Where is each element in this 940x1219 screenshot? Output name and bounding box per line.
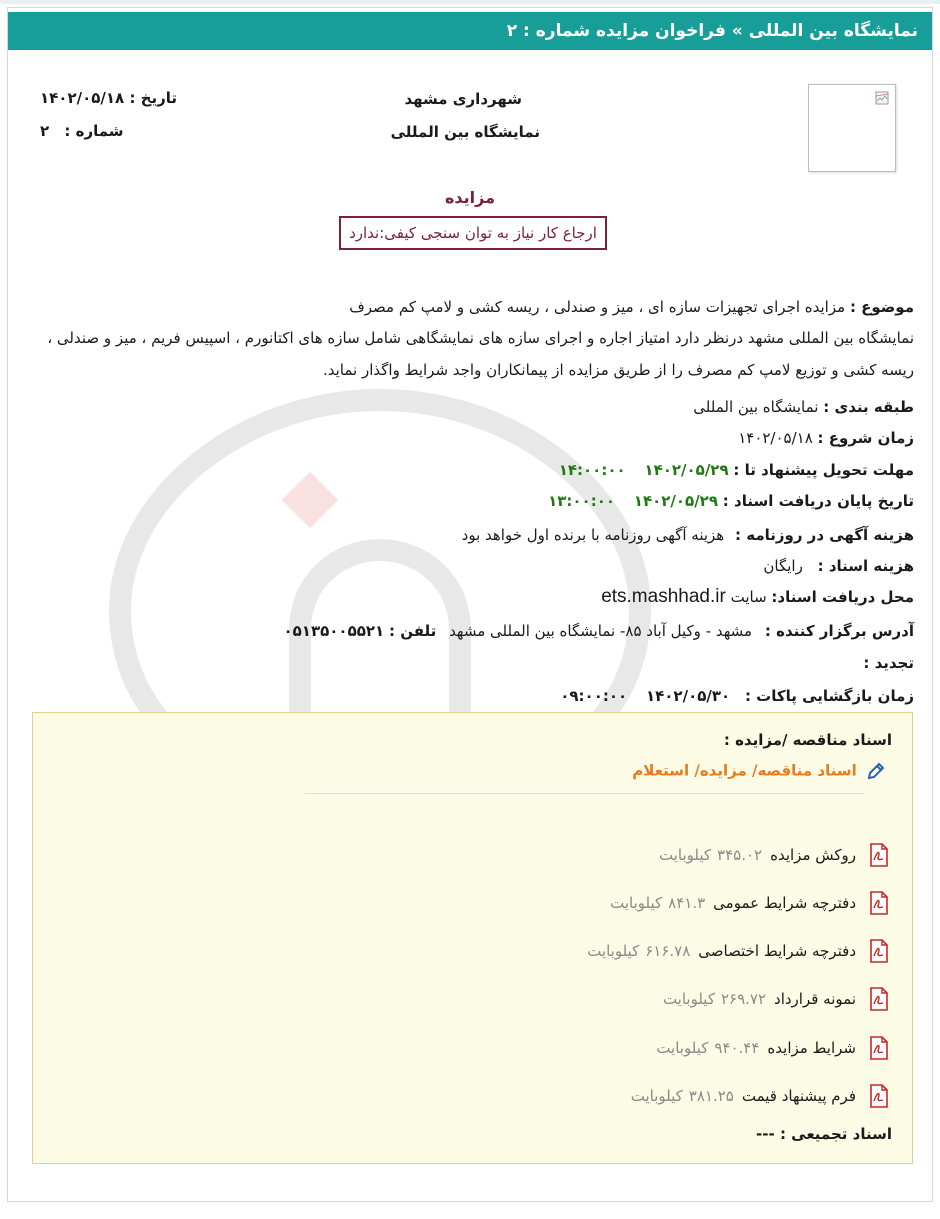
start-label: زمان شروع : — [817, 429, 914, 447]
document-file-unit: کیلوبایت — [610, 894, 663, 912]
department-name: نمایشگاه بین المللی — [390, 123, 540, 141]
document-file-unit: کیلوبایت — [659, 846, 712, 864]
opening-line — [560, 685, 914, 707]
page-title-bar — [8, 12, 932, 50]
deadline-date: ۱۴۰۲/۰۵/۲۹ — [644, 461, 729, 479]
doc-end-date: ۱۴۰۲/۰۵/۲۹ — [633, 492, 718, 510]
subject-value: مزایده اجرای تجهیزات سازه ای ، میز و صندلی ، ریسه کشی و لامپ کم مصرف — [349, 298, 846, 316]
pencil-icon — [866, 761, 886, 781]
classification-line — [693, 396, 914, 418]
description-paragraph: نمایشگاه بین المللی مشهد درنظر دارد امتیاز اجاره و اجرای سازه های نمایشگاهی شامل سازه های اکتانورم ، اسپیس فریم ، میز و صندلی ، ریسه کشی و توزیع لامپ کم مصرف را از طریق مزایده از پیمانکاران واجد شرایط واگذار نماید. — [47, 329, 914, 379]
date-label: تاریخ : — [129, 89, 178, 107]
doc-place-site-link[interactable]: ets.mashhad.ir — [601, 586, 726, 607]
top-strip — [0, 0, 940, 4]
renewal-line — [863, 652, 914, 674]
doc-cost-label: هزینه اسناد : — [817, 557, 914, 575]
phone-label: تلفن : — [389, 622, 437, 640]
address-value: مشهد - وکیل آباد ۸۵- نمایشگاه بین المللی مشهد — [449, 622, 753, 640]
doc-end-time: ۱۳:۰۰:۰۰ — [548, 492, 616, 510]
documents-link-label: اسناد مناقصه/ مزایده/ استعلام — [632, 761, 857, 780]
document-file-row[interactable] — [610, 891, 890, 921]
subject-label: موضوع : — [849, 298, 914, 316]
renewal-label: تجدید : — [863, 654, 914, 672]
doc-place-label: محل دریافت اسناد: — [771, 588, 914, 606]
summary-docs-line — [756, 1125, 892, 1143]
address-label: آدرس برگزار کننده : — [764, 622, 914, 640]
start-time-line — [738, 427, 914, 449]
doc-place-line — [601, 586, 914, 608]
date-value: ۱۴۰۲/۰۵/۱۸ — [40, 89, 125, 107]
document-file-size: ۲۶۹.۷۲ — [720, 990, 767, 1008]
document-file-row[interactable] — [587, 939, 890, 969]
opening-label: زمان بازگشایی پاکات : — [744, 687, 914, 705]
auction-heading: مزایده — [444, 188, 496, 207]
pdf-file-icon — [868, 843, 890, 867]
quality-assessment-note: ارجاع کار نیاز به توان سنجی کیفی:ندارد — [339, 216, 607, 250]
document-file-row[interactable] — [631, 1084, 890, 1114]
document-file-name: نمونه قرارداد — [774, 990, 856, 1008]
number-line — [40, 122, 124, 140]
document-file-row[interactable] — [663, 987, 890, 1017]
document-file-name: روکش مزایده — [770, 846, 856, 864]
document-file-name: دفترچه شرایط اختصاصی — [698, 942, 856, 960]
document-file-name: فرم پیشنهاد قیمت — [741, 1087, 856, 1105]
organization-logo — [808, 84, 896, 172]
document-file-unit: کیلوبایت — [662, 990, 715, 1008]
organization-name: شهرداری مشهد — [404, 90, 522, 108]
classification-value: نمایشگاه بین المللی — [693, 398, 819, 416]
doc-cost-line — [763, 555, 914, 577]
documents-panel — [32, 712, 913, 1164]
pdf-file-icon — [868, 987, 890, 1011]
number-label: شماره : — [64, 122, 124, 140]
documents-title: اسناد مناقصه /مزایده : — [723, 731, 892, 749]
summary-value: --- — [756, 1125, 775, 1143]
doc-place-prefix: سایت — [730, 588, 767, 606]
opening-time: ۰۹:۰۰:۰۰ — [560, 687, 628, 705]
subject-line — [349, 296, 914, 318]
deadline-line — [559, 459, 914, 481]
pdf-file-icon — [868, 1084, 890, 1108]
document-file-size: ۶۱۶.۷۸ — [645, 942, 691, 960]
document-file-size: ۳۸۱.۲۵ — [688, 1087, 734, 1105]
ad-cost-value: هزینه آگهی روزنامه با برنده اول خواهد بود — [461, 526, 725, 544]
summary-label: اسناد تجمیعی : — [779, 1125, 892, 1143]
deadline-time: ۱۴:۰۰:۰۰ — [558, 461, 626, 479]
doc-end-label: تاریخ پایان دریافت اسناد : — [722, 492, 914, 510]
document-file-unit: کیلوبایت — [630, 1087, 683, 1105]
document-file-unit: کیلوبایت — [656, 1039, 709, 1057]
deadline-label: مهلت تحویل پیشنهاد تا : — [733, 461, 914, 479]
address-line — [284, 620, 915, 642]
date-line — [40, 89, 177, 107]
ad-cost-label: هزینه آگهی در روزنامه : — [735, 526, 914, 544]
opening-date: ۱۴۰۲/۰۵/۳۰ — [645, 687, 731, 705]
documents-link[interactable] — [632, 761, 886, 781]
ad-cost-line — [462, 524, 914, 546]
document-file-unit: کیلوبایت — [587, 942, 640, 960]
pdf-file-icon — [868, 1036, 890, 1060]
start-value: ۱۴۰۲/۰۵/۱۸ — [738, 429, 813, 447]
document-file-name: شرایط مزایده — [767, 1039, 856, 1057]
doc-end-line — [548, 490, 914, 512]
number-value: ۲ — [40, 122, 50, 140]
documents-divider — [305, 793, 865, 794]
document-file-size: ۸۴۱.۳ — [668, 894, 706, 912]
pdf-file-icon — [868, 891, 890, 915]
document-file-name: دفترچه شرایط عمومی — [713, 894, 856, 912]
document-file-size: ۹۴۰.۴۴ — [714, 1039, 760, 1057]
classification-label: طبقه بندی : — [823, 398, 914, 416]
doc-cost-value: رایگان — [763, 557, 803, 575]
document-file-row[interactable] — [656, 1036, 890, 1066]
pdf-file-icon — [868, 939, 890, 963]
document-file-row[interactable] — [659, 843, 890, 873]
document-file-size: ۳۴۵.۰۲ — [717, 846, 763, 864]
broken-image-icon — [875, 91, 889, 105]
page-title: نمایشگاه بین المللی » فراخوان مزایده شماره : ۲ — [506, 21, 918, 41]
phone-value: ۰۵۱۳۵۰۰۵۵۲۱ — [283, 622, 385, 640]
